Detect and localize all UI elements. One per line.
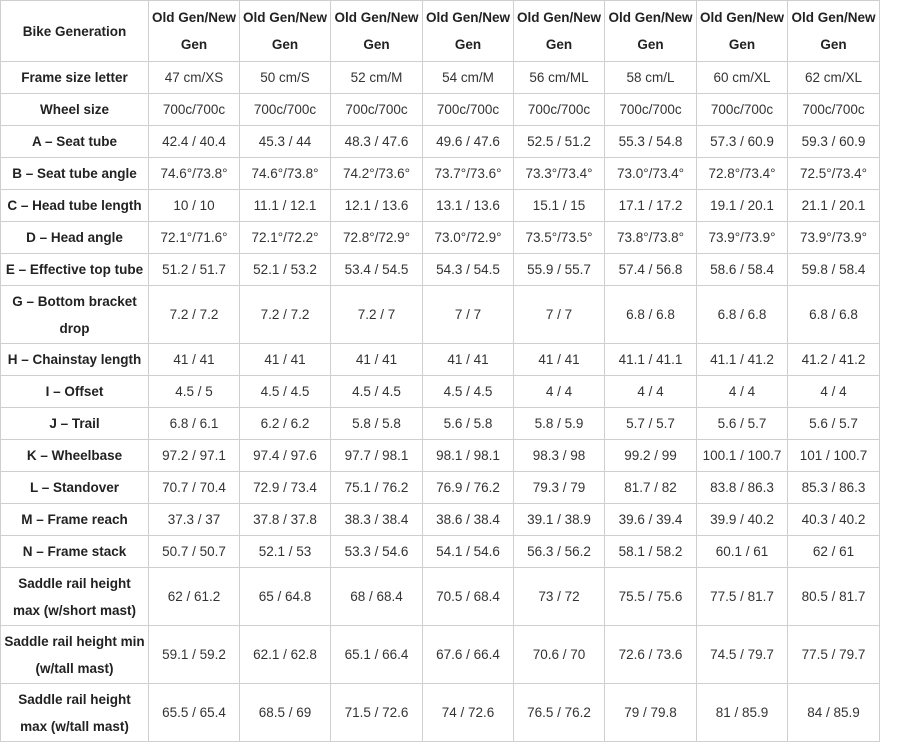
table-row	[1, 408, 880, 440]
table-cell: 53.3 / 54.6	[331, 536, 423, 568]
table-cell: 10 / 10	[149, 190, 240, 222]
table-cell: 85.3 / 86.3	[788, 472, 880, 504]
table-cell: 77.5 / 79.7	[788, 626, 880, 684]
table-cell: 41 / 41	[423, 344, 514, 376]
column-header: Old Gen/New Gen	[331, 1, 423, 62]
table-cell: 54.1 / 54.6	[423, 536, 514, 568]
table-cell: 52 cm/M	[331, 62, 423, 94]
table-cell: 62 / 61.2	[149, 568, 240, 626]
table-cell: 41.1 / 41.2	[697, 344, 788, 376]
table-cell: 55.9 / 55.7	[514, 254, 605, 286]
row-label: E – Effective top tube	[1, 254, 149, 286]
table-cell: 6.8 / 6.8	[605, 286, 697, 344]
table-cell: 97.2 / 97.1	[149, 440, 240, 472]
table-cell: 7 / 7	[514, 286, 605, 344]
table-cell: 75.1 / 76.2	[331, 472, 423, 504]
table-cell: 80.5 / 81.7	[788, 568, 880, 626]
table-cell: 76.9 / 76.2	[423, 472, 514, 504]
table-row	[1, 472, 880, 504]
table-cell: 4 / 4	[514, 376, 605, 408]
table-row	[1, 626, 880, 684]
table-cell: 58.1 / 58.2	[605, 536, 697, 568]
table-cell: 41.2 / 41.2	[788, 344, 880, 376]
table-cell: 4.5 / 4.5	[240, 376, 331, 408]
table-body	[1, 62, 880, 742]
table-cell: 62.1 / 62.8	[240, 626, 331, 684]
table-cell: 73.8°/73.8°	[605, 222, 697, 254]
corner-header: Bike Generation	[1, 1, 149, 62]
table-cell: 59.8 / 58.4	[788, 254, 880, 286]
row-label: J – Trail	[1, 408, 149, 440]
table-cell: 49.6 / 47.6	[423, 126, 514, 158]
table-cell: 39.9 / 40.2	[697, 504, 788, 536]
table-cell: 50 cm/S	[240, 62, 331, 94]
table-cell: 47 cm/XS	[149, 62, 240, 94]
table-cell: 99.2 / 99	[605, 440, 697, 472]
table-cell: 72.8°/72.9°	[331, 222, 423, 254]
table-cell: 41 / 41	[514, 344, 605, 376]
table-cell: 41 / 41	[331, 344, 423, 376]
table-row	[1, 344, 880, 376]
table-row	[1, 536, 880, 568]
table-cell: 37.8 / 37.8	[240, 504, 331, 536]
table-cell: 7.2 / 7.2	[149, 286, 240, 344]
table-cell: 58.6 / 58.4	[697, 254, 788, 286]
table-cell: 73.5°/73.5°	[514, 222, 605, 254]
column-header: Old Gen/New Gen	[605, 1, 697, 62]
row-label: K – Wheelbase	[1, 440, 149, 472]
table-cell: 76.5 / 76.2	[514, 684, 605, 742]
table-cell: 54.3 / 54.5	[423, 254, 514, 286]
row-label: Saddle rail height max (w/short mast)	[1, 568, 149, 626]
table-cell: 79.3 / 79	[514, 472, 605, 504]
table-cell: 73.9°/73.9°	[697, 222, 788, 254]
table-cell: 700c/700c	[331, 94, 423, 126]
table-cell: 700c/700c	[788, 94, 880, 126]
table-cell: 74 / 72.6	[423, 684, 514, 742]
table-row	[1, 286, 880, 344]
table-cell: 72.6 / 73.6	[605, 626, 697, 684]
table-cell: 70.6 / 70	[514, 626, 605, 684]
table-row	[1, 62, 880, 94]
table-cell: 6.8 / 6.8	[697, 286, 788, 344]
table-cell: 60 cm/XL	[697, 62, 788, 94]
table-cell: 4.5 / 4.5	[331, 376, 423, 408]
table-cell: 4.5 / 5	[149, 376, 240, 408]
table-cell: 98.1 / 98.1	[423, 440, 514, 472]
table-cell: 73.7°/73.6°	[423, 158, 514, 190]
table-cell: 62 / 61	[788, 536, 880, 568]
row-label: L – Standover	[1, 472, 149, 504]
table-cell: 5.6 / 5.7	[697, 408, 788, 440]
table-cell: 37.3 / 37	[149, 504, 240, 536]
table-cell: 72.8°/73.4°	[697, 158, 788, 190]
table-row	[1, 94, 880, 126]
table-row	[1, 126, 880, 158]
table-cell: 21.1 / 20.1	[788, 190, 880, 222]
row-label: Saddle rail height max (w/tall mast)	[1, 684, 149, 742]
table-cell: 13.1 / 13.6	[423, 190, 514, 222]
table-cell: 19.1 / 20.1	[697, 190, 788, 222]
row-label: N – Frame stack	[1, 536, 149, 568]
row-label: Frame size letter	[1, 62, 149, 94]
table-cell: 71.5 / 72.6	[331, 684, 423, 742]
table-cell: 83.8 / 86.3	[697, 472, 788, 504]
table-cell: 59.3 / 60.9	[788, 126, 880, 158]
table-cell: 74.6°/73.8°	[240, 158, 331, 190]
table-cell: 17.1 / 17.2	[605, 190, 697, 222]
table-cell: 38.6 / 38.4	[423, 504, 514, 536]
table-cell: 65 / 64.8	[240, 568, 331, 626]
column-header: Old Gen/New Gen	[788, 1, 880, 62]
table-cell: 79 / 79.8	[605, 684, 697, 742]
table-cell: 52.1 / 53.2	[240, 254, 331, 286]
table-cell: 60.1 / 61	[697, 536, 788, 568]
table-cell: 39.1 / 38.9	[514, 504, 605, 536]
table-cell: 7.2 / 7.2	[240, 286, 331, 344]
row-label: Saddle rail height min (w/tall mast)	[1, 626, 149, 684]
table-cell: 6.8 / 6.8	[788, 286, 880, 344]
table-cell: 84 / 85.9	[788, 684, 880, 742]
row-label: A – Seat tube	[1, 126, 149, 158]
table-cell: 41.1 / 41.1	[605, 344, 697, 376]
column-header: Old Gen/New Gen	[514, 1, 605, 62]
table-cell: 72.9 / 73.4	[240, 472, 331, 504]
table-cell: 73.9°/73.9°	[788, 222, 880, 254]
table-cell: 77.5 / 81.7	[697, 568, 788, 626]
table-cell: 4 / 4	[605, 376, 697, 408]
table-cell: 74.6°/73.8°	[149, 158, 240, 190]
table-cell: 4 / 4	[697, 376, 788, 408]
table-cell: 65.1 / 66.4	[331, 626, 423, 684]
table-cell: 15.1 / 15	[514, 190, 605, 222]
table-cell: 54 cm/M	[423, 62, 514, 94]
table-cell: 55.3 / 54.8	[605, 126, 697, 158]
table-cell: 73.0°/73.4°	[605, 158, 697, 190]
table-cell: 57.3 / 60.9	[697, 126, 788, 158]
table-cell: 72.1°/71.6°	[149, 222, 240, 254]
table-cell: 700c/700c	[514, 94, 605, 126]
table-cell: 97.7 / 98.1	[331, 440, 423, 472]
table-cell: 700c/700c	[149, 94, 240, 126]
table-cell: 50.7 / 50.7	[149, 536, 240, 568]
table-cell: 73.3°/73.4°	[514, 158, 605, 190]
table-cell: 38.3 / 38.4	[331, 504, 423, 536]
table-cell: 52.5 / 51.2	[514, 126, 605, 158]
table-cell: 62 cm/XL	[788, 62, 880, 94]
table-cell: 45.3 / 44	[240, 126, 331, 158]
table-row	[1, 190, 880, 222]
row-label: B – Seat tube angle	[1, 158, 149, 190]
table-cell: 72.5°/73.4°	[788, 158, 880, 190]
table-cell: 98.3 / 98	[514, 440, 605, 472]
column-header: Old Gen/New Gen	[240, 1, 331, 62]
table-row	[1, 254, 880, 286]
table-cell: 42.4 / 40.4	[149, 126, 240, 158]
row-label: I – Offset	[1, 376, 149, 408]
table-cell: 58 cm/L	[605, 62, 697, 94]
table-cell: 101 / 100.7	[788, 440, 880, 472]
header-row	[1, 1, 880, 62]
table-cell: 74.5 / 79.7	[697, 626, 788, 684]
table-cell: 4 / 4	[788, 376, 880, 408]
table-cell: 40.3 / 40.2	[788, 504, 880, 536]
table-cell: 41 / 41	[240, 344, 331, 376]
table-row	[1, 684, 880, 742]
table-row	[1, 158, 880, 190]
table-row	[1, 568, 880, 626]
table-row	[1, 440, 880, 472]
row-label: D – Head angle	[1, 222, 149, 254]
table-cell: 700c/700c	[423, 94, 514, 126]
table-cell: 97.4 / 97.6	[240, 440, 331, 472]
table-cell: 73.0°/72.9°	[423, 222, 514, 254]
table-cell: 72.1°/72.2°	[240, 222, 331, 254]
table-cell: 81 / 85.9	[697, 684, 788, 742]
table-cell: 74.2°/73.6°	[331, 158, 423, 190]
table-row	[1, 504, 880, 536]
table-cell: 70.5 / 68.4	[423, 568, 514, 626]
table-cell: 11.1 / 12.1	[240, 190, 331, 222]
table-cell: 5.7 / 5.7	[605, 408, 697, 440]
table-cell: 81.7 / 82	[605, 472, 697, 504]
table-cell: 700c/700c	[697, 94, 788, 126]
table-cell: 48.3 / 47.6	[331, 126, 423, 158]
table-cell: 68.5 / 69	[240, 684, 331, 742]
table-cell: 4.5 / 4.5	[423, 376, 514, 408]
table-cell: 56 cm/ML	[514, 62, 605, 94]
row-label: H – Chainstay length	[1, 344, 149, 376]
row-label: C – Head tube length	[1, 190, 149, 222]
table-cell: 39.6 / 39.4	[605, 504, 697, 536]
table-cell: 5.8 / 5.8	[331, 408, 423, 440]
table-cell: 5.6 / 5.8	[423, 408, 514, 440]
table-cell: 65.5 / 65.4	[149, 684, 240, 742]
column-header: Old Gen/New Gen	[423, 1, 514, 62]
table-cell: 67.6 / 66.4	[423, 626, 514, 684]
table-cell: 68 / 68.4	[331, 568, 423, 626]
table-cell: 41 / 41	[149, 344, 240, 376]
table-cell: 12.1 / 13.6	[331, 190, 423, 222]
table-cell: 70.7 / 70.4	[149, 472, 240, 504]
table-cell: 700c/700c	[605, 94, 697, 126]
table-cell: 7.2 / 7	[331, 286, 423, 344]
table-cell: 100.1 / 100.7	[697, 440, 788, 472]
column-header: Old Gen/New Gen	[697, 1, 788, 62]
table-cell: 56.3 / 56.2	[514, 536, 605, 568]
row-label: M – Frame reach	[1, 504, 149, 536]
table-cell: 59.1 / 59.2	[149, 626, 240, 684]
table-cell: 52.1 / 53	[240, 536, 331, 568]
table-cell: 700c/700c	[240, 94, 331, 126]
table-cell: 51.2 / 51.7	[149, 254, 240, 286]
table-row	[1, 376, 880, 408]
table-cell: 5.6 / 5.7	[788, 408, 880, 440]
row-label: Wheel size	[1, 94, 149, 126]
table-cell: 57.4 / 56.8	[605, 254, 697, 286]
table-cell: 5.8 / 5.9	[514, 408, 605, 440]
table-cell: 75.5 / 75.6	[605, 568, 697, 626]
table-row	[1, 222, 880, 254]
table-cell: 53.4 / 54.5	[331, 254, 423, 286]
table-cell: 7 / 7	[423, 286, 514, 344]
table-cell: 6.8 / 6.1	[149, 408, 240, 440]
column-header: Old Gen/New Gen	[149, 1, 240, 62]
table-cell: 6.2 / 6.2	[240, 408, 331, 440]
table-cell: 73 / 72	[514, 568, 605, 626]
row-label: G – Bottom bracket drop	[1, 286, 149, 344]
